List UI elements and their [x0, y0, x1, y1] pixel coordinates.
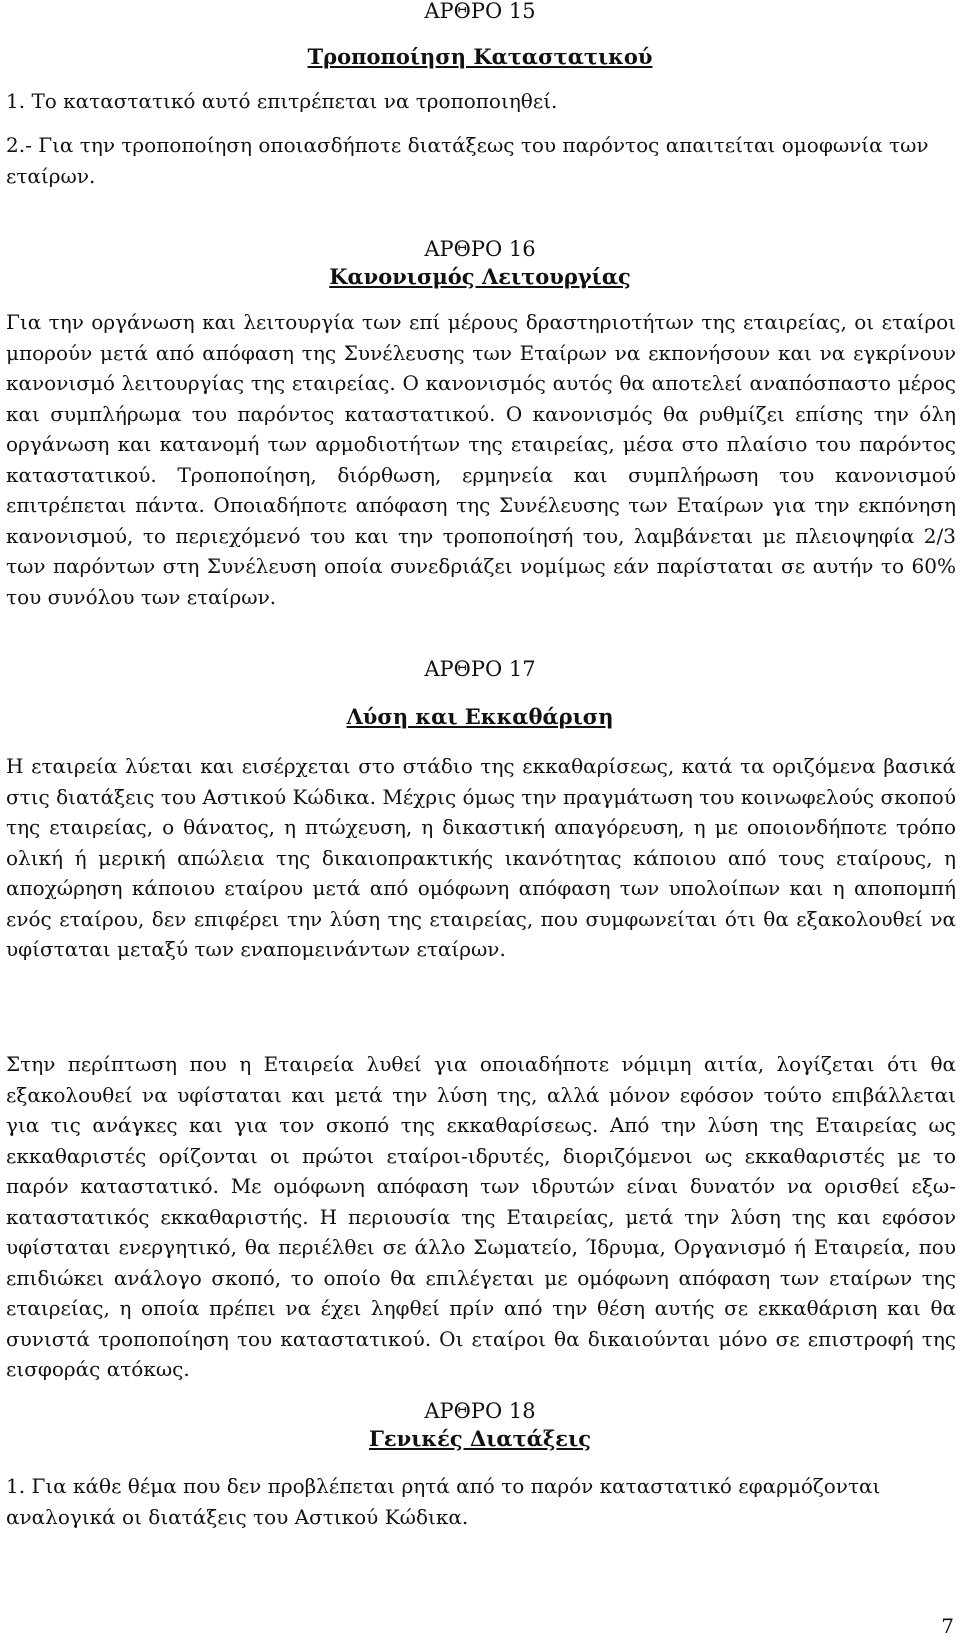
article-17-number: ΑΡΘΡΟ 17	[424, 657, 536, 681]
article-18-paragraph-1: 1. Για κάθε θέμα που δεν προβλέπεται ρητά από το παρόν καταστατικό εφαρμόζονται αναλογικά οι διατάξεις του Αστικού Κώδικα.	[6, 1474, 881, 1529]
article-15-number: ΑΡΘΡΟ 15	[424, 0, 536, 23]
article-16-title: Κανονισμός Λειτουργίας	[329, 264, 631, 289]
article-18-number: ΑΡΘΡΟ 18	[424, 1399, 536, 1423]
article-15-title: Τροποποίηση Καταστατικού	[307, 44, 653, 69]
article-17-paragraph-1: Η εταιρεία λύεται και εισέρχεται στο στάδιο της εκκαθαρίσεως, κατά τα οριζόμενα βασικά στις διατάξεις του Αστικού Κώδικα. Μέχρις όμως την πραγμάτωση του κοινωφελούς σκοπού της εταιρείας, ο θάνατος, η πτώχευση, η δικαστική απαγόρευση, η με οποιονδήποτε τρόπο ολική ή μερική απώλεια της δικαιοπρακτικής ικανότητας κάποιου από τους εταίρους, η αποχώρηση κάποιου εταίρου μετά από ομόφωνη απόφαση των υπολοίπων και η αποπομπή ενός εταίρου, δεν επιφέρει την λύση της εταιρείας, που συμφωνείται ότι θα εξακολουθεί να υφίσταται μεταξύ των εναπομεινάντων εταίρων.	[6, 754, 957, 961]
article-15-paragraph-2: 2.- Για την τροποποίηση οποιασδήποτε διατάξεως του παρόντος απαιτείται ομοφωνία των εταίρων.	[6, 133, 929, 188]
article-18-title: Γενικές Διατάξεις	[368, 1426, 592, 1451]
article-17-title: Λύση και Εκκαθάριση	[346, 704, 614, 729]
article-16-number: ΑΡΘΡΟ 16	[424, 237, 536, 261]
article-16-paragraph-1: Για την οργάνωση και λειτουργία των επί μέρους δραστηριοτήτων της εταιρείας, οι εταίροι μπορούν μετά από απόφαση της Συνέλευσης των Εταίρων να εκπονήσουν και να εγκρίνουν κανονισμό λειτουργίας της εταιρείας. Ο κανονισμός αυτός θα αποτελεί αναπόσπαστο μέρος και συμπλήρωμα του παρόντος καταστατικού. Ο κανονισμός θα ρυθμίζει επίσης την όλη οργάνωση και κατανομή των αρμοδιοτήτων της εταιρείας, μέσα στο πλαίσιο του παρόντος καταστατικού. Τροποποίηση, διόρθωση, ερμηνεία και συμπλήρωση του κανονισμού επιτρέπεται πάντα. Οποιαδήποτε απόφαση της Συνέλευσης των Εταίρων για την εκπόνηση κανονισμού, το περιεχόμενό του και την τροποποίησή του, λαμβάνεται με πλειοψηφία 2/3 των παρόντων στη Συνέλευση οποία συνεδριάζει νομίμως εάν παρίσταται σε αυτήν το 60% του συνόλου των εταίρων.	[6, 310, 956, 609]
page-number: 7	[941, 1614, 954, 1638]
article-17-paragraph-2: Στην περίπτωση που η Εταιρεία λυθεί για οποιαδήποτε νόμιμη αιτία, λογίζεται ότι θα εξακολουθεί να υφίσταται και μετά την λύση της, αλλά μόνον εφόσον τούτο επιβάλλεται για τις ανάγκες και για τον σκοπό της εκκαθαρίσεως. Από την λύση της Εταιρείας ως εκκαθαριστές ορίζονται οι πρώτοι εταίροι-ιδρυτές, διοριζόμενοι ως εκκαθαριστές με το παρόν καταστατικό. Με ομόφωνη απόφαση των ιδρυτών είναι δυνατόν να ορισθεί εξω-καταστατικός εκκαθαριστής. Η περιουσία της Εταιρείας, μετά την λύση της και εφόσον υφίσταται ενεργητικό, θα περιέλθει σε άλλο Σωματείο, Ίδρυμα, Οργανισμό ή Εταιρεία, που επιδιώκει ανάλογο σκοπό, το οποίο θα επιλέγεται με ομόφωνη απόφαση των εταίρων της εταιρείας, η οποία πρέπει να έχει ληφθεί πρίν από την θέση αυτής σε εκκαθάριση και θα συνιστά τροποποίηση του καταστατικού. Οι εταίροι θα δικαιούνται μόνο σε επιστροφή της εισφοράς ατόκως.	[6, 1052, 956, 1381]
article-15-paragraph-1: 1. Το καταστατικό αυτό επιτρέπεται να τροποποιηθεί.	[6, 89, 558, 113]
